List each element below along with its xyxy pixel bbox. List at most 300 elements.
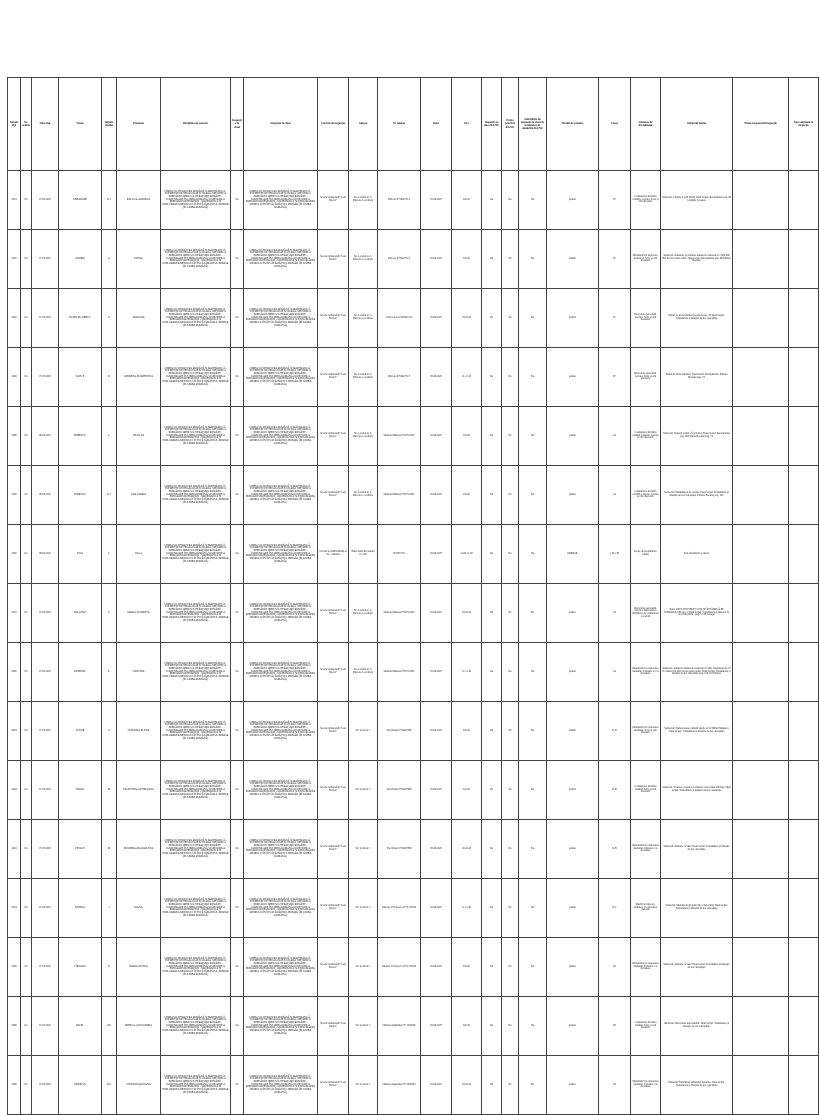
- cell-initiala: D.G: [102, 1056, 117, 1115]
- cell-unitate: Comunicare în limba română. Literele. Lectura și citit discursiv: [631, 466, 661, 525]
- cell-solicitari: Nu: [519, 525, 547, 584]
- cell-centru: Școala Gimnazială "Ioan Slavici": [318, 820, 349, 879]
- cell-unitate: Comunicare în limba română. Scris și citit discursiv: [631, 761, 661, 820]
- cell-unitate: Matematică și explorarea mediului. Unitatea: Cu încredere: [631, 820, 661, 879]
- cell-ora: 9-9.45: [452, 230, 482, 289]
- cell-subiect-lectie: Subiectul: Plantele. Scriere Tipul lecției: Transmitere și însușire de noi cunoștințe: [661, 820, 733, 879]
- header-cell: Adresa: [349, 78, 378, 171]
- cell-nr-ordine: Da: [21, 643, 32, 702]
- cell-nr-fisa: 2266: [8, 407, 21, 466]
- cell-ora: 9-9.45: [452, 997, 482, 1056]
- cell-centru: Școala Gimnazială "Ioan Slavici": [318, 348, 349, 407]
- header-cell: Ora: [452, 78, 482, 171]
- cell-prenume: VALENTINA-GEORGIANA: [117, 761, 161, 820]
- cell-nivel: primar: [547, 1056, 599, 1115]
- header-cell: Disciplina de concurs: [161, 78, 231, 171]
- cell-subiect-lectie: Subiectul: Literele Ș și H (în H) Tipul lecției: Recapitulare pag. 98 (Atlantic Groupe): [661, 171, 733, 230]
- cell-nota: [789, 230, 819, 289]
- cell-unitate: Comunicare în limba română. Scris și citit discursiv: [631, 997, 661, 1056]
- cell-adresa: Str. Lacului nr. 5, Pâncota, Localitate: [349, 230, 378, 289]
- cell-disciplina: LIMBA ȘI LITERATURA ROMÂNĂ ȘI MATEMATICĂ - ELEMENTE DE PEDAGOGIE ȘCOLARĂ, METODICA PREDĂRII LIMBII ȘI LITERATURII ROMÂNE - COMUNICARE ÎN LIMBA ROMÂNĂ ȘI METODICA PREDĂRII MATEMATICII - MATEMATICĂ ȘI EXPLORAREA MEDIULUI ÎN ÎNVĂȚĂMÂNTUL PRIMAR (ÎN LIMBA ROMÂNĂ): [161, 820, 231, 879]
- cell-telefon: Sântana Anghelina 0771456565: [378, 997, 421, 1056]
- cell-disciplina: LIMBA ȘI LITERATURA ROMÂNĂ ȘI MATEMATICĂ - ELEMENTE DE PEDAGOGIE ȘCOLARĂ, METODICA PREDĂRII LIMBII ȘI LITERATURII ROMÂNE - COMUNICARE ÎN LIMBA ROMÂNĂ ȘI METODICA PREDĂRII MATEMATICII - MATEMATICĂ ȘI EXPLORAREA MEDIULUI ÎN ÎNVĂȚĂMÂNTUL PRIMAR (ÎN LIMBA ROMÂNĂ): [161, 997, 231, 1056]
- cell-nr-fisa: 2456: [8, 938, 21, 997]
- cell-nivel: PRIMAR: [547, 525, 599, 584]
- cell-adresa: Str. Școlii nr 1: [349, 820, 378, 879]
- cell-data-inspectie: 05.06.2025: [421, 584, 452, 643]
- cell-data-fisa: 07.03.2025: [32, 230, 59, 289]
- cell-ora: 9-9.45: [452, 466, 482, 525]
- cell-inspectie-ra: Da: [482, 289, 502, 348]
- header-cell: Centrul de inspecție: [318, 78, 349, 171]
- cell-subiect-lectie: Subiectul: Numerotarea ordinală (lecție de la Mihai Eminescu Tipul lecției: Transmitere și însușire de noi cunoștințe: [661, 702, 733, 761]
- cell-solicitari: Nu: [519, 643, 547, 702]
- cell-nr-fisa: 2404: [8, 761, 21, 820]
- cell-nr-fisa: 2390: [8, 643, 21, 702]
- cell-nume: ANDREI: [59, 230, 102, 289]
- cell-data-inspectie: 05.06.2025: [421, 466, 452, 525]
- cell-data-fisa: 06.03.2025: [32, 525, 59, 584]
- cell-adresa: Str. Școlii nr 1: [349, 702, 378, 761]
- cell-nume: SAVU E: [59, 348, 102, 407]
- header-cell: Subiectul lecției: [661, 78, 733, 171]
- cell-responsabil: [733, 525, 789, 584]
- cell-data-inspectie: 05.06.2025: [421, 761, 452, 820]
- cell-solicitari: Nu: [519, 289, 547, 348]
- cell-centru: Școala Gimnazială "Ioan Slavici": [318, 997, 349, 1056]
- cell-prenume: MARIA-LUMINIȚA: [117, 584, 161, 643]
- cell-nume: IOVA: [59, 525, 102, 584]
- table-row: [8, 348, 819, 407]
- cell-nume: DREIUȘA: [59, 1056, 102, 1115]
- cell-solicitari: Nu: [519, 584, 547, 643]
- cell-responsabil: [733, 643, 789, 702]
- cell-prenume: DUMITRA-MAGDALENA: [117, 820, 161, 879]
- header-cell: Inițiala tatălui: [102, 78, 117, 171]
- cell-initiala: OR: [102, 997, 117, 1056]
- cell-prenume: STEFANIA-ELENA: [117, 702, 161, 761]
- cell-data-fisa: 07.03.2025: [32, 938, 59, 997]
- header-cell: Nr. telefon: [378, 78, 421, 171]
- cell-data-fisa: 07.03.2025: [32, 702, 59, 761]
- cell-nr-ordine: Da: [21, 1056, 32, 1115]
- cell-prenume: CRISTINA: [117, 643, 161, 702]
- cell-proba-practica: Nu: [502, 289, 519, 348]
- cell-subiect-lectie: Subiectul: Adunarea numerelor naturale 10-100. Organizare pe 10 în cadrul 100 fără trecere peste ordin. Tipul lecției: Transmitere și însușire de noi cunoștințe pag. 118-119 Editura: [661, 643, 733, 702]
- cell-data-inspectie: 05.06.2025: [421, 230, 452, 289]
- cell-subiect: LIMBA ȘI LITERATURA ROMÂNĂ ȘI MATEMATICĂ - ELEMENTE DE PEDAGOGIE ȘCOLARĂ, METODICA PREDĂRII LIMBII ȘI LITERATURII ROMÂNE - COMUNICARE ÎN LIMBA ROMÂNĂ ȘI METODICA PREDĂRII MATEMATICII - MATEMATICĂ ȘI EXPLORAREA MEDIULUI ÎN ÎNVĂȚĂMÂNTUL PRIMAR (ÎN LIMBA ROMÂNĂ): [244, 230, 318, 289]
- cell-nr-ordine: Da: [21, 230, 32, 289]
- cell-clasa: II-C: [599, 879, 631, 938]
- cell-subiect-lectie: Subiectul: Plantele. Scriere Tipul lecției: Transmitere și însușire de noi cunoștințe: [661, 938, 733, 997]
- cell-responsabil: [733, 761, 789, 820]
- cell-responsabil: [733, 938, 789, 997]
- cell-nivel: primar: [547, 466, 599, 525]
- cell-data-fisa: 07.03.2025: [32, 761, 59, 820]
- header-cell: Număr fișă: [8, 78, 21, 171]
- cell-data-fisa: 07.03.2025: [32, 289, 59, 348]
- table-row: [8, 466, 819, 525]
- cell-nr-ordine: Da: [21, 761, 32, 820]
- cell-proba-practica: Nu: [502, 820, 519, 879]
- cell-nota: [789, 643, 819, 702]
- cell-disciplina: LIMBA ȘI LITERATURA ROMÂNĂ ȘI MATEMATICĂ - ELEMENTE DE PEDAGOGIE ȘCOLARĂ, METODICA PREDĂRII LIMBII ȘI LITERATURII ROMÂNE - COMUNICARE ÎN LIMBA ROMÂNĂ ȘI METODICA PREDĂRII MATEMATICII - MATEMATICĂ ȘI EXPLORAREA MEDIULUI ÎN ÎNVĂȚĂMÂNTUL PRIMAR (ÎN LIMBA ROMÂNĂ): [161, 466, 231, 525]
- cell-inspectie: Da: [231, 230, 244, 289]
- cell-clasa: III: [599, 938, 631, 997]
- cell-inspectie-ra: Da: [482, 702, 502, 761]
- cell-nota: [789, 466, 819, 525]
- table-row: [8, 643, 819, 702]
- cell-telefon: Sânleani Muntes 0765712435: [378, 466, 421, 525]
- cell-disciplina: LIMBA ȘI LITERATURA ROMÂNĂ ȘI MATEMATICĂ - ELEMENTE DE PEDAGOGIE ȘCOLARĂ, METODICA PREDĂRII LIMBII ȘI LITERATURII ROMÂNE - COMUNICARE ÎN LIMBA ROMÂNĂ ȘI METODICA PREDĂRII MATEMATICII - MATEMATICĂ ȘI EXPLORAREA MEDIULUI ÎN ÎNVĂȚĂMÂNTUL PRIMAR (ÎN LIMBA ROMÂNĂ): [161, 938, 231, 997]
- header-cell: Inspecție la clasă: [231, 78, 244, 171]
- cell-data-inspectie: 05.06.2025: [421, 171, 452, 230]
- header-cell: Data fișă: [32, 78, 59, 171]
- cell-data-fisa: 07.03.2025: [32, 584, 59, 643]
- cell-inspectie: Da: [231, 466, 244, 525]
- cell-inspectie: Da: [231, 171, 244, 230]
- cell-unitate: Matematică și explorarea mediului. Scris și citit discursiv: [631, 702, 661, 761]
- cell-ora: 9-9.45: [452, 761, 482, 820]
- cell-nivel: primar: [547, 171, 599, 230]
- cell-subiect-lectie: Subiectul: Înmulțirea numerelor naturale. Tipul lecției: Transmitere și însușire de noi cunoștințe: [661, 1056, 733, 1115]
- cell-telefon: Vlad Paula 0756427868: [378, 820, 421, 879]
- cell-inspectie-ra: Da: [482, 820, 502, 879]
- cell-solicitari: Nu: [519, 702, 547, 761]
- cell-nr-fisa: 2454: [8, 879, 21, 938]
- cell-subiect-lectie: Subiectul: Sunetul și litera Î (scrierea) Tipul lecției: Recapitulare pag. 98 Editura Booklet pag. 74: [661, 407, 733, 466]
- cell-disciplina: LIMBA ȘI LITERATURA ROMÂNĂ ȘI MATEMATICĂ - ELEMENTE DE PEDAGOGIE ȘCOLARĂ, METODICA PREDĂRII LIMBII ȘI LITERATURII ROMÂNE - COMUNICARE ÎN LIMBA ROMÂNĂ ȘI METODICA PREDĂRII MATEMATICII - MATEMATICĂ ȘI EXPLORAREA MEDIULUI ÎN ÎNVĂȚĂMÂNTUL PRIMAR (ÎN LIMBA ROMÂNĂ): [161, 407, 231, 466]
- cell-clasa: a IV-a B: [599, 525, 631, 584]
- cell-nr-fisa: 2469: [8, 1056, 21, 1115]
- cell-centru: Școala Gimnazială "Ioan Slavici": [318, 761, 349, 820]
- cell-inspectie-ra: Da: [482, 997, 502, 1056]
- inspection-table: [7, 77, 819, 1115]
- cell-nota: [789, 289, 819, 348]
- cell-inspectie: Da: [231, 348, 244, 407]
- cell-adresa: Str. Lacului nr. 5, Pâncota, Localitate: [349, 466, 378, 525]
- cell-adresa: Str. Școlii nr 1: [349, 938, 378, 997]
- cell-nivel: primar: [547, 643, 599, 702]
- cell-clasa: CA: [599, 584, 631, 643]
- cell-telefon: Sânleani Muntes 0765712435: [378, 584, 421, 643]
- cell-unitate: Lecție de recapitulare. Studii: [631, 525, 661, 584]
- cell-disciplina: LIMBA ȘI LITERATURA ROMÂNĂ ȘI MATEMATICĂ - ELEMENTE DE PEDAGOGIE ȘCOLARĂ, METODICA PREDĂRII LIMBII ȘI LITERATURII ROMÂNE - COMUNICARE ÎN LIMBA ROMÂNĂ ȘI METODICA PREDĂRII MATEMATICII - MATEMATICĂ ȘI EXPLORAREA MEDIULUI ÎN ÎNVĂȚĂMÂNTUL PRIMAR (ÎN LIMBA ROMÂNĂ): [161, 348, 231, 407]
- cell-subiect: LIMBA ȘI LITERATURA ROMÂNĂ ȘI MATEMATICĂ - ELEMENTE DE PEDAGOGIE ȘCOLARĂ, METODICA PREDĂRII LIMBII ȘI LITERATURII ROMÂNE - COMUNICARE ÎN LIMBA ROMÂNĂ ȘI METODICA PREDĂRII MATEMATICII - MATEMATICĂ ȘI EXPLORAREA MEDIULUI ÎN ÎNVĂȚĂMÂNTUL PRIMAR (ÎN LIMBA ROMÂNĂ): [244, 289, 318, 348]
- cell-ora: 10-10.45: [452, 584, 482, 643]
- cell-prenume: ELENA: [117, 230, 161, 289]
- header-cell: Nivelul de predare: [547, 78, 599, 171]
- cell-nume: BOBESCU: [59, 407, 102, 466]
- cell-disciplina: LIMBA ȘI LITERATURA ROMÂNĂ ȘI MATEMATICĂ - ELEMENTE DE PEDAGOGIE ȘCOLARĂ, METODICA PREDĂRII LIMBII ȘI LITERATURII ROMÂNE - COMUNICARE ÎN LIMBA ROMÂNĂ ȘI METODICA PREDĂRII MATEMATICII - MATEMATICĂ ȘI EXPLORAREA MEDIULUI ÎN ÎNVĂȚĂMÂNTUL PRIMAR (ÎN LIMBA ROMÂNĂ): [161, 879, 231, 938]
- cell-subiect: LIMBA ȘI LITERATURA ROMÂNĂ ȘI MATEMATICĂ - ELEMENTE DE PEDAGOGIE ȘCOLARĂ, METODICA PREDĂRII LIMBII ȘI LITERATURII ROMÂNE - COMUNICARE ÎN LIMBA ROMÂNĂ ȘI METODICA PREDĂRII MATEMATICII - MATEMATICĂ ȘI EXPLORAREA MEDIULUI ÎN ÎNVĂȚĂMÂNTUL PRIMAR (ÎN LIMBA ROMÂNĂ): [244, 171, 318, 230]
- cell-prenume: MIHELA-ALEXANDRA: [117, 997, 161, 1056]
- cell-nivel: primar: [547, 997, 599, 1056]
- cell-proba-practica: Nu: [502, 1056, 519, 1115]
- cell-proba-practica: Nu: [502, 230, 519, 289]
- cell-subiect-lectie: Subiectul: Scrierea corectă a cuvintelor care conțin diftongi. Tipul lecției: Transmitere și însușire de noi cunoștințe: [661, 761, 733, 820]
- cell-nota: [789, 171, 819, 230]
- cell-clasa: CA: [599, 466, 631, 525]
- cell-telefon: Vlad Paula 0756427868: [378, 761, 421, 820]
- cell-data-inspectie: 05.06.2025: [421, 643, 452, 702]
- cell-data-inspectie: 05.06.2025: [421, 525, 452, 584]
- cell-responsabil: [733, 584, 789, 643]
- cell-subiect: LIMBA ȘI LITERATURA ROMÂNĂ ȘI MATEMATICĂ - ELEMENTE DE PEDAGOGIE ȘCOLARĂ, METODICA PREDĂRII LIMBII ȘI LITERATURII ROMÂNE - COMUNICARE ÎN LIMBA ROMÂNĂ ȘI METODICA PREDĂRII MATEMATICII - MATEMATICĂ ȘI EXPLORAREA MEDIULUI ÎN ÎNVĂȚĂMÂNTUL PRIMAR (ÎN LIMBA ROMÂNĂ): [244, 997, 318, 1056]
- header-cell: Clasa: [599, 78, 631, 171]
- cell-nivel: primar: [547, 702, 599, 761]
- cell-inspectie-ra: Da: [482, 230, 502, 289]
- cell-solicitari: Nu: [519, 171, 547, 230]
- cell-inspectie: Da: [231, 584, 244, 643]
- cell-nivel: primar: [547, 938, 599, 997]
- table-row: [8, 702, 819, 761]
- cell-data-inspectie: 05.06.2025: [421, 702, 452, 761]
- cell-proba-practica: Nu: [502, 584, 519, 643]
- cell-telefon: Vlad Paula 0756427868: [378, 702, 421, 761]
- cell-unitate: Matematică și explorarea mediului. Unitatea: Cu încredere: [631, 1056, 661, 1115]
- cell-proba-practica: Nu: [502, 466, 519, 525]
- cell-nr-ordine: Da: [21, 525, 32, 584]
- cell-initiala: C: [102, 407, 117, 466]
- cell-centru: Școala Gimnazială "Ioan Slavici": [318, 289, 349, 348]
- cell-nota: [789, 584, 819, 643]
- cell-data-inspectie: 05.06.2025: [421, 820, 452, 879]
- cell-nivel: primar: [547, 584, 599, 643]
- cell-nr-fisa: 2300: [8, 525, 21, 584]
- cell-solicitari: Nu: [519, 938, 547, 997]
- cell-adresa: Str. Școlii nr 1: [349, 997, 378, 1056]
- cell-nr-fisa: 2245: [8, 289, 21, 348]
- cell-subiect-lectie: Subiectul: Melodie în grupuri (din compoziția) Tipul lecției: Transmitere și însușire de noi cunoștințe: [661, 879, 733, 938]
- cell-centru: ȘCOALA GIMNAZIALĂ Nr. 1 ARAD: [318, 525, 349, 584]
- cell-inspectie-ra: Da: [482, 525, 502, 584]
- cell-responsabil: [733, 702, 789, 761]
- cell-data-inspectie: 05.06.2025: [421, 1056, 452, 1115]
- cell-responsabil: [733, 466, 789, 525]
- cell-inspectie-ra: Da: [482, 643, 502, 702]
- cell-telefon: Pâncota 0756427513: [378, 171, 421, 230]
- cell-telefon: Sânleani Muntes 0765712435: [378, 643, 421, 702]
- cell-telefon: Pâncota 0756427513: [378, 230, 421, 289]
- header-row: [8, 78, 819, 171]
- cell-inspectie-ra: Da: [482, 761, 502, 820]
- cell-telefon: Sânleani Muntes 0765712435: [378, 407, 421, 466]
- cell-nota: [789, 997, 819, 1056]
- cell-nota: [789, 348, 819, 407]
- cell-unitate: Dezvoltare personală. Lectura. Scris și citit discursiv: [631, 289, 661, 348]
- cell-solicitari: Nu: [519, 761, 547, 820]
- cell-centru: Școala Gimnazială "Ioan Slavici": [318, 879, 349, 938]
- cell-proba-practica: Nu: [502, 938, 519, 997]
- cell-clasa: CA: [599, 643, 631, 702]
- cell-inspectie-ra: Da: [482, 879, 502, 938]
- cell-prenume: ANA-MARIA: [117, 466, 161, 525]
- cell-unitate: Matematică și explorarea mediului. Unitatea: Cu încredere: [631, 938, 661, 997]
- cell-adresa: Str. Școlii nr 1: [349, 1056, 378, 1115]
- cell-initiala: C: [102, 525, 117, 584]
- cell-clasa: II-B: [599, 761, 631, 820]
- table-row: [8, 1056, 819, 1115]
- cell-nr-fisa: 2234: [8, 171, 21, 230]
- cell-proba-practica: Nu: [502, 171, 519, 230]
- cell-responsabil: [733, 348, 789, 407]
- cell-inspectie-ra: Da: [482, 1056, 502, 1115]
- cell-subiect: LIMBA ȘI LITERATURA ROMÂNĂ ȘI MATEMATICĂ - ELEMENTE DE PEDAGOGIE ȘCOLARĂ, METODICA PREDĂRII LIMBII ȘI LITERATURII ROMÂNE - COMUNICARE ÎN LIMBA ROMÂNĂ ȘI METODICA PREDĂRII MATEMATICII - MATEMATICĂ ȘI EXPLORAREA MEDIULUI ÎN ÎNVĂȚĂMÂNTUL PRIMAR (ÎN LIMBA ROMÂNĂ): [244, 1056, 318, 1115]
- cell-adresa: Str. Lacului nr. 5, Pâncota, Localitate: [349, 348, 378, 407]
- header-cell: Nume responsabil inspecție: [733, 78, 789, 171]
- cell-nivel: primar: [547, 761, 599, 820]
- cell-solicitari: Nu: [519, 820, 547, 879]
- cell-centru: Școala Gimnazială "Ioan Slavici": [318, 230, 349, 289]
- cell-unitate: Comunicare în limba română, Lectura. Scris și citit discursiv: [631, 171, 661, 230]
- cell-clasa: III: [599, 997, 631, 1056]
- cell-ora: 11-11.45: [452, 879, 482, 938]
- cell-subiect-lectie: Text informativ și literar: [661, 525, 733, 584]
- cell-data-fisa: 07.03.2025: [32, 643, 59, 702]
- cell-ora: 8-8.45: [452, 938, 482, 997]
- cell-telefon: Sântana Anghelina 0771456565: [378, 1056, 421, 1115]
- cell-data-inspectie: 05.06.2025: [421, 289, 452, 348]
- cell-nivel: primar: [547, 879, 599, 938]
- cell-ora: 8-8.45: [452, 407, 482, 466]
- cell-ora: 10-10.45: [452, 1056, 482, 1115]
- cell-prenume: MARIA-ELVIRA: [117, 938, 161, 997]
- cell-prenume: ADRIANA: [117, 289, 161, 348]
- cell-clasa: IV: [599, 171, 631, 230]
- header-cell: Prenume: [117, 78, 161, 171]
- cell-proba-practica: Nu: [502, 997, 519, 1056]
- cell-nume: DUMITRU: [59, 643, 102, 702]
- cell-disciplina: LIMBA ȘI LITERATURA ROMÂNĂ ȘI MATEMATICĂ - ELEMENTE DE PEDAGOGIE ȘCOLARĂ, METODICA PREDĂRII LIMBII ȘI LITERATURII ROMÂNE - COMUNICARE ÎN LIMBA ROMÂNĂ ȘI METODICA PREDĂRII MATEMATICII - MATEMATICĂ ȘI EXPLORAREA MEDIULUI ÎN ÎNVĂȚĂMÂNTUL PRIMAR (ÎN LIMBA ROMÂNĂ): [161, 761, 231, 820]
- cell-subiect: LIMBA ȘI LITERATURA ROMÂNĂ ȘI MATEMATICĂ - ELEMENTE DE PEDAGOGIE ȘCOLARĂ, METODICA PREDĂRII LIMBII ȘI LITERATURII ROMÂNE - COMUNICARE ÎN LIMBA ROMÂNĂ ȘI METODICA PREDĂRII MATEMATICII - MATEMATICĂ ȘI EXPLORAREA MEDIULUI ÎN ÎNVĂȚĂMÂNTUL PRIMAR (ÎN LIMBA ROMÂNĂ): [244, 702, 318, 761]
- cell-disciplina: LIMBA ȘI LITERATURA ROMÂNĂ ȘI MATEMATICĂ - ELEMENTE DE PEDAGOGIE ȘCOLARĂ, METODICA PREDĂRII LIMBII ȘI LITERATURII ROMÂNE - COMUNICARE ÎN LIMBA ROMÂNĂ ȘI METODICA PREDĂRII MATEMATICII - MATEMATICĂ ȘI EXPLORAREA MEDIULUI ÎN ÎNVĂȚĂMÂNTUL PRIMAR (ÎN LIMBA ROMÂNĂ): [161, 1056, 231, 1115]
- cell-subiect: LIMBA ȘI LITERATURA ROMÂNĂ ȘI MATEMATICĂ - ELEMENTE DE PEDAGOGIE ȘCOLARĂ, METODICA PREDĂRII LIMBII ȘI LITERATURII ROMÂNE - COMUNICARE ÎN LIMBA ROMÂNĂ ȘI METODICA PREDĂRII MATEMATICII - MATEMATICĂ ȘI EXPLORAREA MEDIULUI ÎN ÎNVĂȚĂMÂNTUL PRIMAR (ÎN LIMBA ROMÂNĂ): [244, 643, 318, 702]
- cell-inspectie: Da: [231, 525, 244, 584]
- header-cell: Nume: [59, 78, 102, 171]
- cell-subiect-lectie: Planul de lucrat (ăirmat) Tipul lecției: Recapitulare. Editura Booklet pag. 74: [661, 348, 733, 407]
- cell-solicitari: Nu: [519, 348, 547, 407]
- cell-nume: PALANGE: [59, 584, 102, 643]
- header-cell: Unitatea de învățământ: [631, 78, 661, 171]
- cell-nr-fisa: 2394: [8, 702, 21, 761]
- cell-nr-ordine: Da: [21, 466, 32, 525]
- cell-unitate: Matematică și explorarea mediului. Unitatea V. Cu încredere: [631, 643, 661, 702]
- table-row: [8, 525, 819, 584]
- cell-responsabil: [733, 289, 789, 348]
- cell-nivel: primar: [547, 230, 599, 289]
- cell-nume: CÎRNARU: [59, 938, 102, 997]
- cell-unitate: Comunicare în limba română. Literele. Lectura și citit discursiv: [631, 407, 661, 466]
- cell-inspectie-ra: Da: [482, 938, 502, 997]
- cell-adresa: Str. Lacului nr. 5, Pâncota, Localitate: [349, 643, 378, 702]
- cell-nota: [789, 938, 819, 997]
- cell-initiala: M: [102, 820, 117, 879]
- cell-disciplina: LIMBA ȘI LITERATURA ROMÂNĂ ȘI MATEMATICĂ - ELEMENTE DE PEDAGOGIE ȘCOLARĂ, METODICA PREDĂRII LIMBII ȘI LITERATURII ROMÂNE - COMUNICARE ÎN LIMBA ROMÂNĂ ȘI METODICA PREDĂRII MATEMATICII - MATEMATICĂ ȘI EXPLORAREA MEDIULUI ÎN ÎNVĂȚĂMÂNTUL PRIMAR (ÎN LIMBA ROMÂNĂ): [161, 643, 231, 702]
- cell-initiala: D.I: [102, 171, 117, 230]
- cell-adresa: Str. Lacului nr. 5, Pâncota, Localitate: [349, 289, 378, 348]
- cell-prenume: OLGA: [117, 525, 161, 584]
- cell-data-fisa: 06.03.2025: [32, 466, 59, 525]
- cell-nr-ordine: Da: [21, 997, 32, 1056]
- cell-nivel: primar: [547, 407, 599, 466]
- cell-disciplina: LIMBA ȘI LITERATURA ROMÂNĂ ȘI MATEMATICĂ - ELEMENTE DE PEDAGOGIE ȘCOLARĂ, METODICA PREDĂRII LIMBII ȘI LITERATURII ROMÂNE - COMUNICARE ÎN LIMBA ROMÂNĂ ȘI METODICA PREDĂRII MATEMATICII - MATEMATICĂ ȘI EXPLORAREA MEDIULUI ÎN ÎNVĂȚĂMÂNTUL PRIMAR (ÎN LIMBA ROMÂNĂ): [161, 584, 231, 643]
- cell-solicitari: Nu: [519, 879, 547, 938]
- cell-disciplina: LIMBA ȘI LITERATURA ROMÂNĂ ȘI MATEMATICĂ - ELEMENTE DE PEDAGOGIE ȘCOLARĂ, METODICA PREDĂRII LIMBII ȘI LITERATURII ROMÂNE - COMUNICARE ÎN LIMBA ROMÂNĂ ȘI METODICA PREDĂRII MATEMATICII - MATEMATICĂ ȘI EXPLORAREA MEDIULUI ÎN ÎNVĂȚĂMÂNTUL PRIMAR (ÎN LIMBA ROMÂNĂ): [161, 230, 231, 289]
- cell-subiect-lectie: Subiectul: Mulțimile și de cuvinte Tipul lecției: Transmitere și însușire de noi cunoștințe. Editura Booklet pag. 134: [661, 466, 733, 525]
- cell-inspectie: Da: [231, 407, 244, 466]
- cell-solicitari: Nu: [519, 997, 547, 1056]
- cell-centru: Școala Gimnazială "Ioan Slavici": [318, 1056, 349, 1115]
- cell-nr-ordine: Da: [21, 584, 32, 643]
- cell-nr-ordine: Da: [21, 171, 32, 230]
- cell-subiect: LIMBA ȘI LITERATURA ROMÂNĂ ȘI MATEMATICĂ - ELEMENTE DE PEDAGOGIE ȘCOLARĂ, METODICA PREDĂRII LIMBII ȘI LITERATURII ROMÂNE - COMUNICARE ÎN LIMBA ROMÂNĂ ȘI METODICA PREDĂRII MATEMATICII - MATEMATICĂ ȘI EXPLORAREA MEDIULUI ÎN ÎNVĂȚĂMÂNTUL PRIMAR (ÎN LIMBA ROMÂNĂ): [244, 879, 318, 938]
- cell-data-inspectie: 05.06.2025: [421, 938, 452, 997]
- cell-clasa: IV: [599, 289, 631, 348]
- table-row: [8, 171, 819, 230]
- cell-telefon: Pâncota 0756427513: [378, 348, 421, 407]
- cell-adresa: Str. Școlii nr 1: [349, 761, 378, 820]
- cell-telefon: 7435957511: [378, 525, 421, 584]
- cell-adresa: Str. Lacului nr. 5, Pâncota, Localitate: [349, 171, 378, 230]
- cell-responsabil: [733, 997, 789, 1056]
- cell-subiect-lectie: Tema ANUL NOU BEST CUM SE ÎNTÂMPLĂ PE CURRICULUM pag. 1 Tipul lecției: Transmitere și însușire de noi cunoștințe - pag. 57-58 Groupe: [661, 584, 733, 643]
- cell-proba-practica: Nu: [502, 407, 519, 466]
- cell-data-fisa: 07.03.2025: [32, 348, 59, 407]
- cell-nume: PAVEL: [59, 997, 102, 1056]
- cell-prenume: ANDREEA-FLORENTINA: [117, 348, 161, 407]
- cell-solicitari: Nu: [519, 1056, 547, 1115]
- cell-adresa: Str. Lacului nr. 5, Pâncota, Localitate: [349, 407, 378, 466]
- cell-centru: Școala Gimnazială "Ioan Slavici": [318, 171, 349, 230]
- cell-proba-practica: Nu: [502, 348, 519, 407]
- cell-subiect: LIMBA ȘI LITERATURA ROMÂNĂ ȘI MATEMATICĂ - ELEMENTE DE PEDAGOGIE ȘCOLARĂ, METODICA PREDĂRII LIMBII ȘI LITERATURII ROMÂNE - COMUNICARE ÎN LIMBA ROMÂNĂ ȘI METODICA PREDĂRII MATEMATICII - MATEMATICĂ ȘI EXPLORAREA MEDIULUI ÎN ÎNVĂȚĂMÂNTUL PRIMAR (ÎN LIMBA ROMÂNĂ): [244, 584, 318, 643]
- cell-nota: [789, 761, 819, 820]
- header-cell: Inspecție la clasă: [244, 78, 318, 171]
- cell-nr-ordine: Da: [21, 702, 32, 761]
- cell-nume: TUDOR: [59, 702, 102, 761]
- table-row: [8, 938, 819, 997]
- cell-clasa: II-B: [599, 820, 631, 879]
- header-cell: Proba practică RA/NU: [502, 78, 519, 171]
- cell-data-fisa: 07.03.2025: [32, 997, 59, 1056]
- cell-subiect: LIMBA ȘI LITERATURA ROMÂNĂ ȘI MATEMATICĂ - ELEMENTE DE PEDAGOGIE ȘCOLARĂ, METODICA PREDĂRII LIMBII ȘI LITERATURII ROMÂNE - COMUNICARE ÎN LIMBA ROMÂNĂ ȘI METODICA PREDĂRII MATEMATICII - MATEMATICĂ ȘI EXPLORAREA MEDIULUI ÎN ÎNVĂȚĂMÂNTUL PRIMAR (ÎN LIMBA ROMÂNĂ): [244, 525, 318, 584]
- cell-data-inspectie: 05.06.2025: [421, 348, 452, 407]
- cell-disciplina: LIMBA ȘI LITERATURA ROMÂNĂ ȘI MATEMATICĂ - ELEMENTE DE PEDAGOGIE ȘCOLARĂ, METODICA PREDĂRII LIMBII ȘI LITERATURII ROMÂNE - COMUNICARE ÎN LIMBA ROMÂNĂ ȘI METODICA PREDĂRII MATEMATICII - MATEMATICĂ ȘI EXPLORAREA MEDIULUI ÎN ÎNVĂȚĂMÂNTUL PRIMAR (ÎN LIMBA ROMÂNĂ): [161, 525, 231, 584]
- cell-responsabil: [733, 879, 789, 938]
- cell-proba-practica: Nu: [502, 525, 519, 584]
- cell-nr-fisa: 2443: [8, 820, 21, 879]
- cell-responsabil: [733, 1056, 789, 1115]
- cell-initiala: C: [102, 584, 117, 643]
- cell-clasa: IV: [599, 348, 631, 407]
- cell-nume: BOCRIA: [59, 879, 102, 938]
- cell-clasa: II-B: [599, 702, 631, 761]
- cell-nota: [789, 525, 819, 584]
- cell-nivel: primar: [547, 348, 599, 407]
- cell-solicitari: Nu: [519, 230, 547, 289]
- cell-proba-practica: Nu: [502, 761, 519, 820]
- header-cell: Nr. ordine: [21, 78, 32, 171]
- cell-inspectie-ra: Da: [482, 348, 502, 407]
- table-row: [8, 820, 819, 879]
- cell-centru: Școala Gimnazială "Ioan Slavici": [318, 938, 349, 997]
- table-row: [8, 407, 819, 466]
- cell-subiect: LIMBA ȘI LITERATURA ROMÂNĂ ȘI MATEMATICĂ - ELEMENTE DE PEDAGOGIE ȘCOLARĂ, METODICA PREDĂRII LIMBII ȘI LITERATURII ROMÂNE - COMUNICARE ÎN LIMBA ROMÂNĂ ȘI METODICA PREDĂRII MATEMATICII - MATEMATICĂ ȘI EXPLORAREA MEDIULUI ÎN ÎNVĂȚĂMÂNTUL PRIMAR (ÎN LIMBA ROMÂNĂ): [244, 820, 318, 879]
- cell-ora: 10-10.45: [452, 820, 482, 879]
- cell-clasa: CA: [599, 407, 631, 466]
- cell-clasa: IV: [599, 230, 631, 289]
